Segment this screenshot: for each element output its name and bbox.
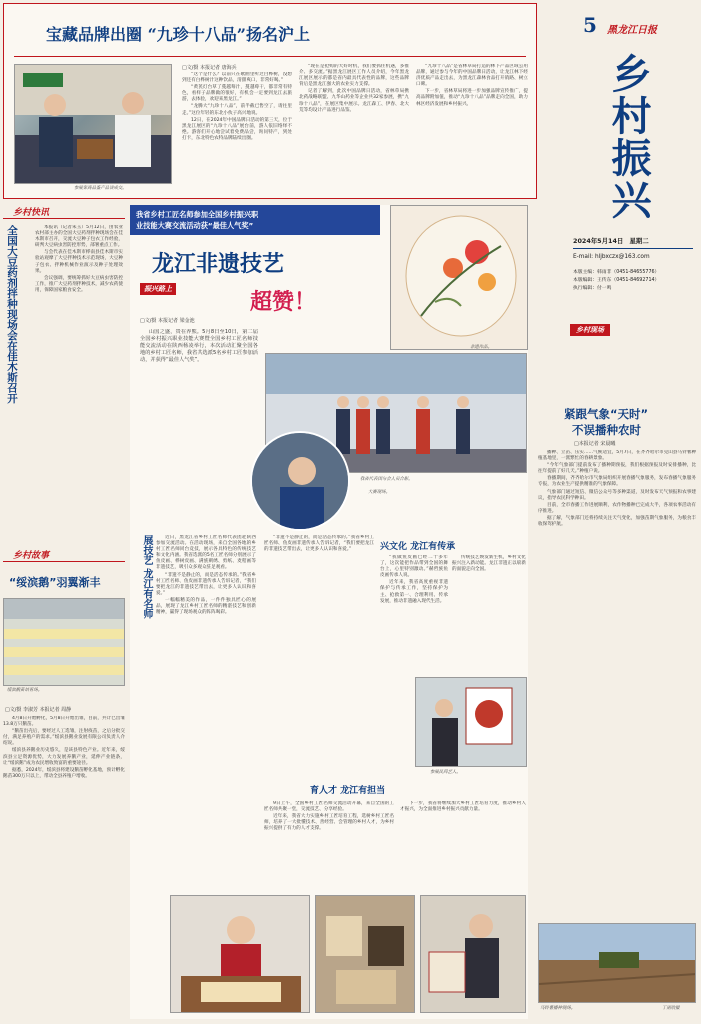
main-story <box>130 205 528 1019</box>
right-photo-credit: 丁雨欣摄 <box>662 1006 680 1011</box>
exec-editor-label: 执行编辑： <box>573 286 597 291</box>
main-photo-crafts <box>315 895 415 1013</box>
paragraph: 会议强调，要统筹抓好大豆病虫害防控工作，推广大豆药剂拌种技术，减少农药使用，保障国家粮食安全。 <box>35 275 123 293</box>
sub3-body <box>264 801 394 891</box>
deck-line-1: 我省乡村工匠名师参加全国乡村振兴职 <box>136 210 259 219</box>
subhead-1: 展技艺 龙江有名师 <box>141 535 152 619</box>
main-photo-weaver <box>170 895 310 1013</box>
masthead <box>543 3 698 313</box>
main-photo-group-caption: 我省代表团与会人员合影。 <box>360 477 413 482</box>
paragraph: 传统技艺焕发新生机，乡村文化振兴注入新动能。龙江非遗正以崭新的面貌走向全国。 <box>452 555 526 573</box>
issue-date: 2024年5月14日 <box>573 237 624 245</box>
issue-date-row <box>573 236 649 245</box>
paragraph: 据悉，2024年，绥滨县将建设鹅苗孵化基地，预计孵化鹅苗300万只以上，带动全县养殖户增收。 <box>3 767 125 779</box>
paragraph: 气象部门通过短信、微信公众号等多种渠道，及时发布天气预报和农事建议，指导农民科学种田。 <box>538 489 696 501</box>
quick-news-divider <box>3 218 125 219</box>
deck-line-2: 业技能大赛交流活动获“最佳人气奖” <box>136 221 254 230</box>
issue-weekday: 星期二 <box>629 237 649 245</box>
paragraph: “今年气象部门提前发布了播种期预报，我们根据预报及时安排播种，比往年提前了好几天。”种植户说。 <box>538 463 696 475</box>
right-byline: □本报记者 宋晨曦 <box>574 441 616 447</box>
top-story-title: 宝藏品牌出圈 “九珍十八品”扬名沪上 <box>46 25 310 44</box>
section-title: 乡村振兴 <box>605 53 652 221</box>
lead-paragraph: 山国之盛，贵在养熊。5月8日至10日，第二届全国乡村振兴职业技能大赛暨全国乡村工匠名师技能交流活动在陕西杨凌举行，本次活动汇聚全国各地的乡村工匠名师，我省共选派5名乡村工匠参加活动，并获得“最佳人气奖”。 <box>140 329 258 363</box>
paragraph: 据了解，气象部门还将持续关注天气变化，加强苗期气象服务，为粮食丰收保驾护航。 <box>538 515 696 528</box>
top-story-photo <box>14 64 172 184</box>
main-photo-artisan <box>415 677 527 767</box>
top-story-photo-caption: 参展客商品鉴产品谈成交。 <box>74 186 127 191</box>
subhead-3: 育人才 龙江有担当 <box>310 786 386 796</box>
paragraph: 9日上午，全国乡村工匠名师交流活动开幕，来自全国的工匠名师共聚一堂，交流技艺、分享经验。 <box>264 801 394 813</box>
paragraph: 本报讯（记者朱玉）5月12日，由农业农村部主办的全国大豆药剂拌种现场会在佳木斯市召开，交流大豆种子包衣工作经验，研判大豆病虫害防控形势，部署重点工作。 <box>35 225 123 249</box>
right-body <box>538 450 696 920</box>
paragraph: 与会代表在佳木斯市桦南县佳木斯市实验站观摩了大豆拌种技术示范现场，大豆种子包衣、拌种机械作业演示及种子处理效果。 <box>35 250 123 274</box>
quick-news-body <box>35 225 123 537</box>
email: E-mail: hljbxczx@163.com <box>573 254 650 260</box>
paragraph: 记者了解到，此次中国品牌日活动，省林草局携北药战略联盟、九华山药业等企业共32家参展，携“九珍十八品”，在展区集中展示。龙江森工、伊春、北大荒等均设计产品进行品鉴。 <box>299 89 409 113</box>
paragraph: “非遗不是静止的，而是活态传承的。”我省乡村工匠名师、鱼皮画非遗传承人告诉记者，“我们要把龙江的非遗技艺带出去，让更多人认识和喜爱。” <box>264 535 374 553</box>
sub2-body-2 <box>452 555 526 675</box>
paragraph: “现在是抢购的大好时机，我们要抓住机遇，多推介、多交流。”据黑龙江展区工作人员介绍，今年黑龙江展区展示的都是省内最具代表性的品牌，这些品牌背后是黑龙江强大的农业实力支撑。 <box>299 64 409 88</box>
paper-name: 黑龙江日报 <box>607 25 657 36</box>
paragraph: “鹅苗出壳后，要经过人工选雏，注射疫苗，之后分批交付，满足养殖户的需求。”绥滨县鹅业发展有限公司负责人介绍说。 <box>3 729 125 747</box>
paragraph: 近日，黑龙江省乡村工匠名师代表团赴陕西参加交流活动。在活动现场，来自全国各地的乡村工匠名师同台竞技，展示各具特色的传统技艺和文化内涵。我省选派的5名工匠名师分别展示了鱼皮画、桦树皮画、满族刺绣、剪纸、麦秸画等非遗技艺，吸引众多观众驻足观看。 <box>156 535 256 571</box>
right-story <box>534 318 698 1018</box>
paragraph: 下一步，我省将继续加大乡村工匠培育力度，推动乡村人才振兴，为全面推进乡村振兴贡献力量。 <box>400 801 526 813</box>
paragraph: “龙腾大“九珍十八品”，前半截已售空了，请往里走。”这位年轻的东北小伙子高兴地说。 <box>182 104 292 116</box>
right-photo <box>538 923 696 1003</box>
story-photo <box>3 598 125 686</box>
paragraph: 近年来，我省高度重视非遗保护与传承工作，坚持保护为主、抢救第一、合理利用、传承发展，推动非遗融入现代生活。 <box>380 580 448 604</box>
sidebar-quick-news <box>3 205 125 545</box>
main-lead <box>140 329 258 449</box>
top-story-body-2 <box>299 64 409 194</box>
right-headline-2: 不误播种农时 <box>572 423 641 437</box>
quick-news-section-label: 乡村快讯 <box>13 208 50 218</box>
exec-editor-name: 付一鸣 <box>597 286 612 291</box>
sub3-body-2 <box>400 801 526 891</box>
editor-label: 本版主编： <box>573 270 597 275</box>
paragraph: “非遗不是静止的，而是活态传承的。”我省乡村工匠名师、鱼皮画非遗传承人告诉记者，“我们要把龙江的非遗技艺带出去，让更多人认识和喜爱。” <box>156 572 256 596</box>
sub1-body <box>156 535 256 875</box>
story-photo-caption: 绥滨鹅苗培育场。 <box>7 688 43 693</box>
top-divider <box>14 56 526 57</box>
main-byline: □文/摄 本报记者 梁金池 <box>140 318 195 324</box>
story-body <box>3 716 125 1016</box>
editor2-label: 本版编辑： <box>573 278 597 283</box>
story-section-label: 乡村故事 <box>13 551 50 561</box>
top-story-body-1 <box>182 72 292 194</box>
subhead-2: 兴文化 龙江有传承 <box>380 542 456 552</box>
paragraph: 一幅幅精美的作品，一件件独具匠心的展品，展现了龙江乡村工匠名师的精湛技艺和创新精神，赢得了现场观众的阵阵喝彩。 <box>156 597 256 616</box>
paragraph: 下一步，省林草局将进一步加强品牌宣传推广，提高品牌附加值，推动“九珍十八品”品牌走向全国，助力林区经济发展和乡村振兴。 <box>416 89 528 107</box>
story-divider <box>3 561 125 562</box>
right-section-label: 乡村现场 <box>570 324 610 336</box>
main-title-line-2: 超赞！ <box>250 289 317 315</box>
paragraph: 绥滨县养鹅业历史悠久，是该县特色产业。近年来，绥滨县立足资源优势，大力发展养鹅产业，延伸产业链条，让“绥滨鹅”成为农民增收致富的重要途径。 <box>3 748 125 766</box>
top-story-body-3 <box>416 64 528 194</box>
right-headline-1: 紧跟气象“天时” <box>564 407 649 421</box>
paragraph: 近年来，我省大力实施乡村工匠培育工程，选树乡村工匠名师，培养了一大批懂技术、善经营、会管理的乡村人才，为乡村振兴提供了有力的人才支撑。 <box>264 814 394 832</box>
quick-news-headline: 全国大豆药剂拌种现场会在佳木斯召开 <box>6 225 18 404</box>
paragraph: “九珍十八品”是省林草局打造的林下产品区域公用品牌，通过参与今年的中国品牌日活动，让龙江林下经济优质产品走出去，为黑龙江森林食品打开销路、树立口碑。 <box>416 64 528 88</box>
main-photo-artisan-caption: 参展民间艺人。 <box>430 770 461 775</box>
right-photo-caption: 马铃薯播种现场。 <box>540 1006 576 1011</box>
editors <box>573 269 659 293</box>
paragraph: 12日，在2024年中国品牌日活动的第三天，位于黑龙江展区的“九珍十八品”展台前，游人依旧络绎不绝。游客们开心地尝试着免费品尝，询问特产，到处打卡，东北特色农特品牌陆续出圈。 <box>182 117 292 141</box>
main-photo-art <box>390 205 528 350</box>
masthead-divider <box>573 248 693 249</box>
top-story-byline: □文/摄 本报记者 唐海兵 <box>182 65 237 71</box>
paragraph: 播种、立苗、压实……气候适宜，5月7日，在齐齐哈尔市克山县马铃薯种植基地里，一派繁忙的春耕景象。 <box>538 450 696 462</box>
main-photo-exhibitor <box>420 895 526 1013</box>
main-photo-round <box>250 431 350 531</box>
main-title-line-1: 龙江非遗技艺 <box>152 251 285 277</box>
top-story <box>3 3 537 199</box>
main-deck-banner <box>130 205 380 235</box>
paragraph: 春播期间，齐齐哈尔市气象局组织开展春播气象服务，发布春播气象服务专报，为农业生产提供精准的气象保障。 <box>538 476 696 488</box>
main-photo-art-caption: 非遗作品。 <box>470 345 492 350</box>
sub2-body <box>380 555 448 675</box>
sidebar-story <box>3 548 125 1018</box>
editor2-name: 王传东（0451-84692714） <box>597 278 660 283</box>
paragraph: 目前，全市春播工作进展顺利，农作物播种已完成大半，各项农事活动有序推进。 <box>538 502 696 514</box>
editor-name: 韩雨非（0451-84655776） <box>597 270 660 275</box>
paragraph: “黄芪灯台草了蔓越莓汁，蔓越莓干，都非常有特色，看样子品牌做的很好，有机会一定要到龙江去旅游，去体验，欢迎来黑龙江。” <box>182 85 292 103</box>
main-kicker: 振兴路上 <box>140 283 176 295</box>
story-byline: □文/摄 李淑芳 本报记者 周静 <box>5 707 72 713</box>
page-number: 5 <box>583 13 597 37</box>
paragraph: 4月8日开始孵化，5月8日开始出雏，目前，共计已出雏13.8万只鹅苗。 <box>3 716 125 728</box>
main-photo-round-caption: 大赛现场。 <box>368 490 390 495</box>
paragraph: “这个是什么？以前只在歌曲里听过白桦树，没想到还有白桦树汁这种饮品，清甜爽口，非常好喝。” <box>182 72 292 84</box>
story-headline: “绥滨鹅”羽翼渐丰 <box>9 576 101 589</box>
paragraph: “我做鱼皮画已经二十多年了，这次能把作品带到全国的舞台上，心里特别激动。”赫哲族鱼皮画传承人说。 <box>380 555 448 579</box>
